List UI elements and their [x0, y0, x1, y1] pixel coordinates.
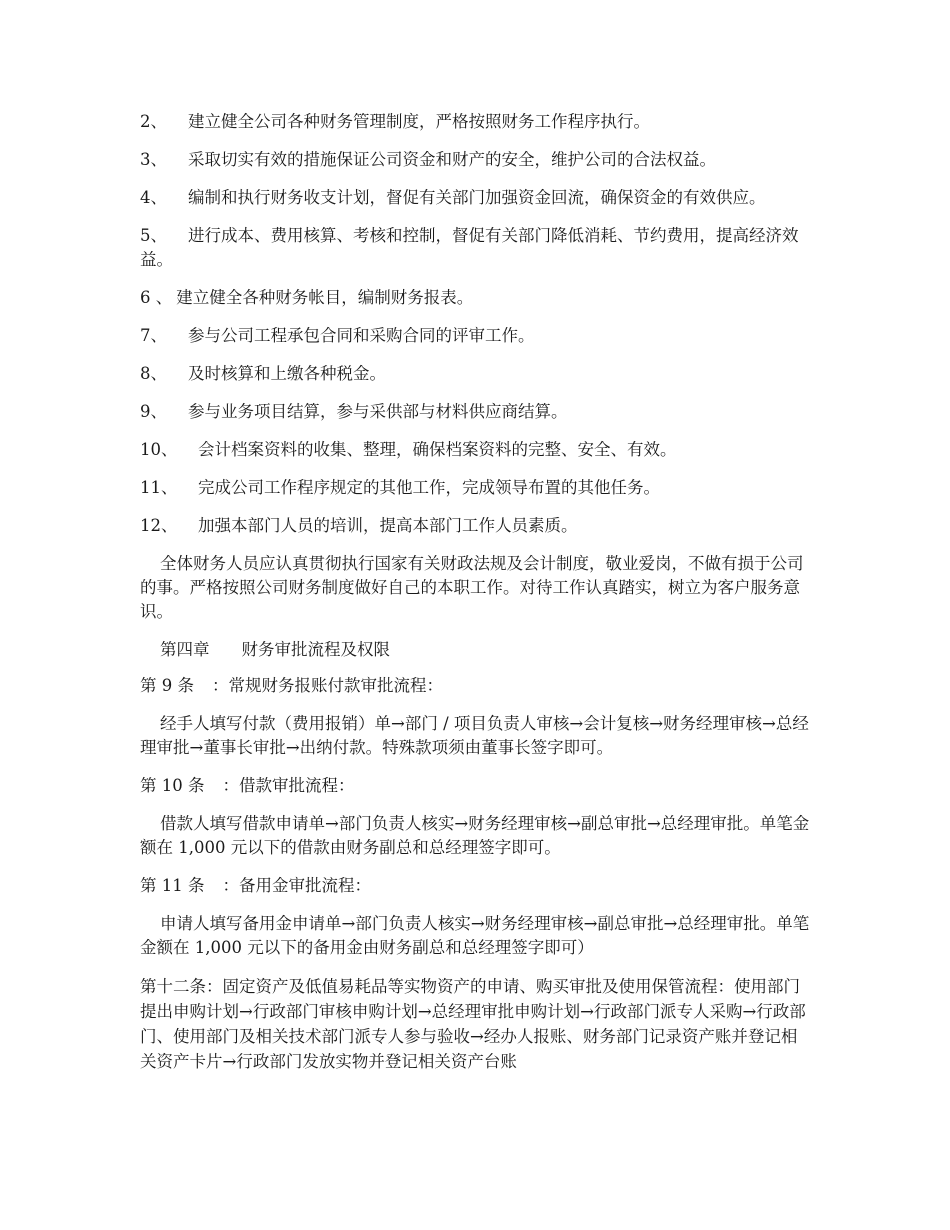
- article-heading: [140, 674, 810, 698]
- list-text: 采取切实有效的措施保证公司资金和财产的安全，维护公司的合法权益。: [188, 150, 716, 169]
- list-item: [140, 514, 810, 538]
- article-12-paragraph: 第十二条：固定资产及低值易耗品等实物资产的申请、购买审批及使用保管流程：使用部门提出申购计划→行政部门审核申购计划→总经理审批申购计划→行政部门派专人采购→行政部门、使用部门及相关技术部门派专人参与验收→经办人报账、财务部门记录资产账并登记相关资产卡片→行政部门发放实物并登记相关资产台账: [140, 977, 806, 1071]
- list-item: [140, 224, 810, 272]
- list-number: 2、: [140, 112, 167, 131]
- article-title: ：备用金审批流程：: [222, 876, 371, 895]
- list-text: 会计档案资料的收集、整理，确保档案资料的完整、安全、有效。: [198, 440, 677, 459]
- list-item: [140, 148, 810, 172]
- list-text: 建立健全公司各种财务管理制度，严格按照财务工作程序执行。: [188, 112, 650, 131]
- article-body: 借款人填写借款申请单→部门负责人核实→财务经理审核→副总审批→总经理审批。单笔金额在 1,000 元以下的借款由财务副总和总经理签字即可。: [140, 814, 810, 857]
- list-number: 11、: [140, 478, 178, 497]
- list-text: 加强本部门人员的培训，提高本部门工作人员素质。: [198, 516, 578, 535]
- list-number: 7、: [140, 326, 167, 345]
- list-number: 12、: [140, 516, 178, 535]
- list-item: [140, 324, 810, 348]
- list-number: 10、: [140, 440, 178, 459]
- list-item: [140, 400, 810, 424]
- list-item: [140, 186, 810, 210]
- list-number: 9、: [140, 402, 167, 421]
- article-label: 第 10 条: [140, 776, 205, 795]
- list-number: 4、: [140, 188, 167, 207]
- list-text: 编制和执行财务收支计划，督促有关部门加强资金回流，确保资金的有效供应。: [188, 188, 766, 207]
- article-body: 申请人填写备用金申请单→部门负责人核实→财务经理审核→副总审批→总经理审批。单笔金额在 1,000 元以下的备用金由财务副总和总经理签字即可）: [140, 914, 810, 957]
- list-number: 8、: [140, 364, 167, 383]
- list-text: 参与公司工程承包合同和采购合同的评审工作。: [188, 326, 535, 345]
- article-title: ：借款审批流程：: [222, 776, 355, 795]
- list-text: 完成公司工作程序规定的其他工作，完成领导布置的其他任务。: [198, 478, 660, 497]
- list-item: [140, 362, 810, 386]
- list-number: 6 、: [140, 288, 173, 307]
- list-number: 3、: [140, 150, 167, 169]
- article-label: 第 9 条: [140, 676, 194, 695]
- document-page: [140, 110, 810, 1074]
- list-number: 5、: [140, 226, 167, 245]
- list-item: [140, 286, 810, 310]
- list-text: 进行成本、费用核算、考核和控制，督促有关部门降低消耗、节约费用，提高经济效益。: [140, 226, 799, 269]
- chapter-title: 财务审批流程及权限: [241, 640, 390, 659]
- article-heading: [140, 774, 810, 798]
- article-heading: [140, 874, 810, 898]
- summary-paragraph: 全体财务人员应认真贯彻执行国家有关财政法规及会计制度，敬业爱岗，不做有损于公司的事。严格按照公司财务制度做好自己的本职工作。对待工作认真踏实，树立为客户服务意识。: [140, 554, 804, 621]
- list-text: 参与业务项目结算，参与采供部与材料供应商结算。: [188, 402, 568, 421]
- article-title: ：常规财务报账付款审批流程：: [212, 676, 443, 695]
- list-text: 及时核算和上缴各种税金。: [188, 364, 386, 383]
- list-text: 建立健全各种财务帐目，编制财务报表。: [176, 288, 474, 307]
- chapter-heading: [160, 638, 810, 662]
- list-item: [140, 438, 810, 462]
- list-item: [140, 110, 810, 134]
- chapter-number: 第四章: [160, 640, 210, 659]
- list-item: [140, 476, 810, 500]
- article-label: 第 11 条: [140, 876, 205, 895]
- article-body: 经手人填写付款（费用报销）单→部门 / 项目负责人审核→会计复核→财务经理审核→总经理审批→董事长审批→出纳付款。特殊款项须由董事长签字即可。: [140, 714, 809, 757]
